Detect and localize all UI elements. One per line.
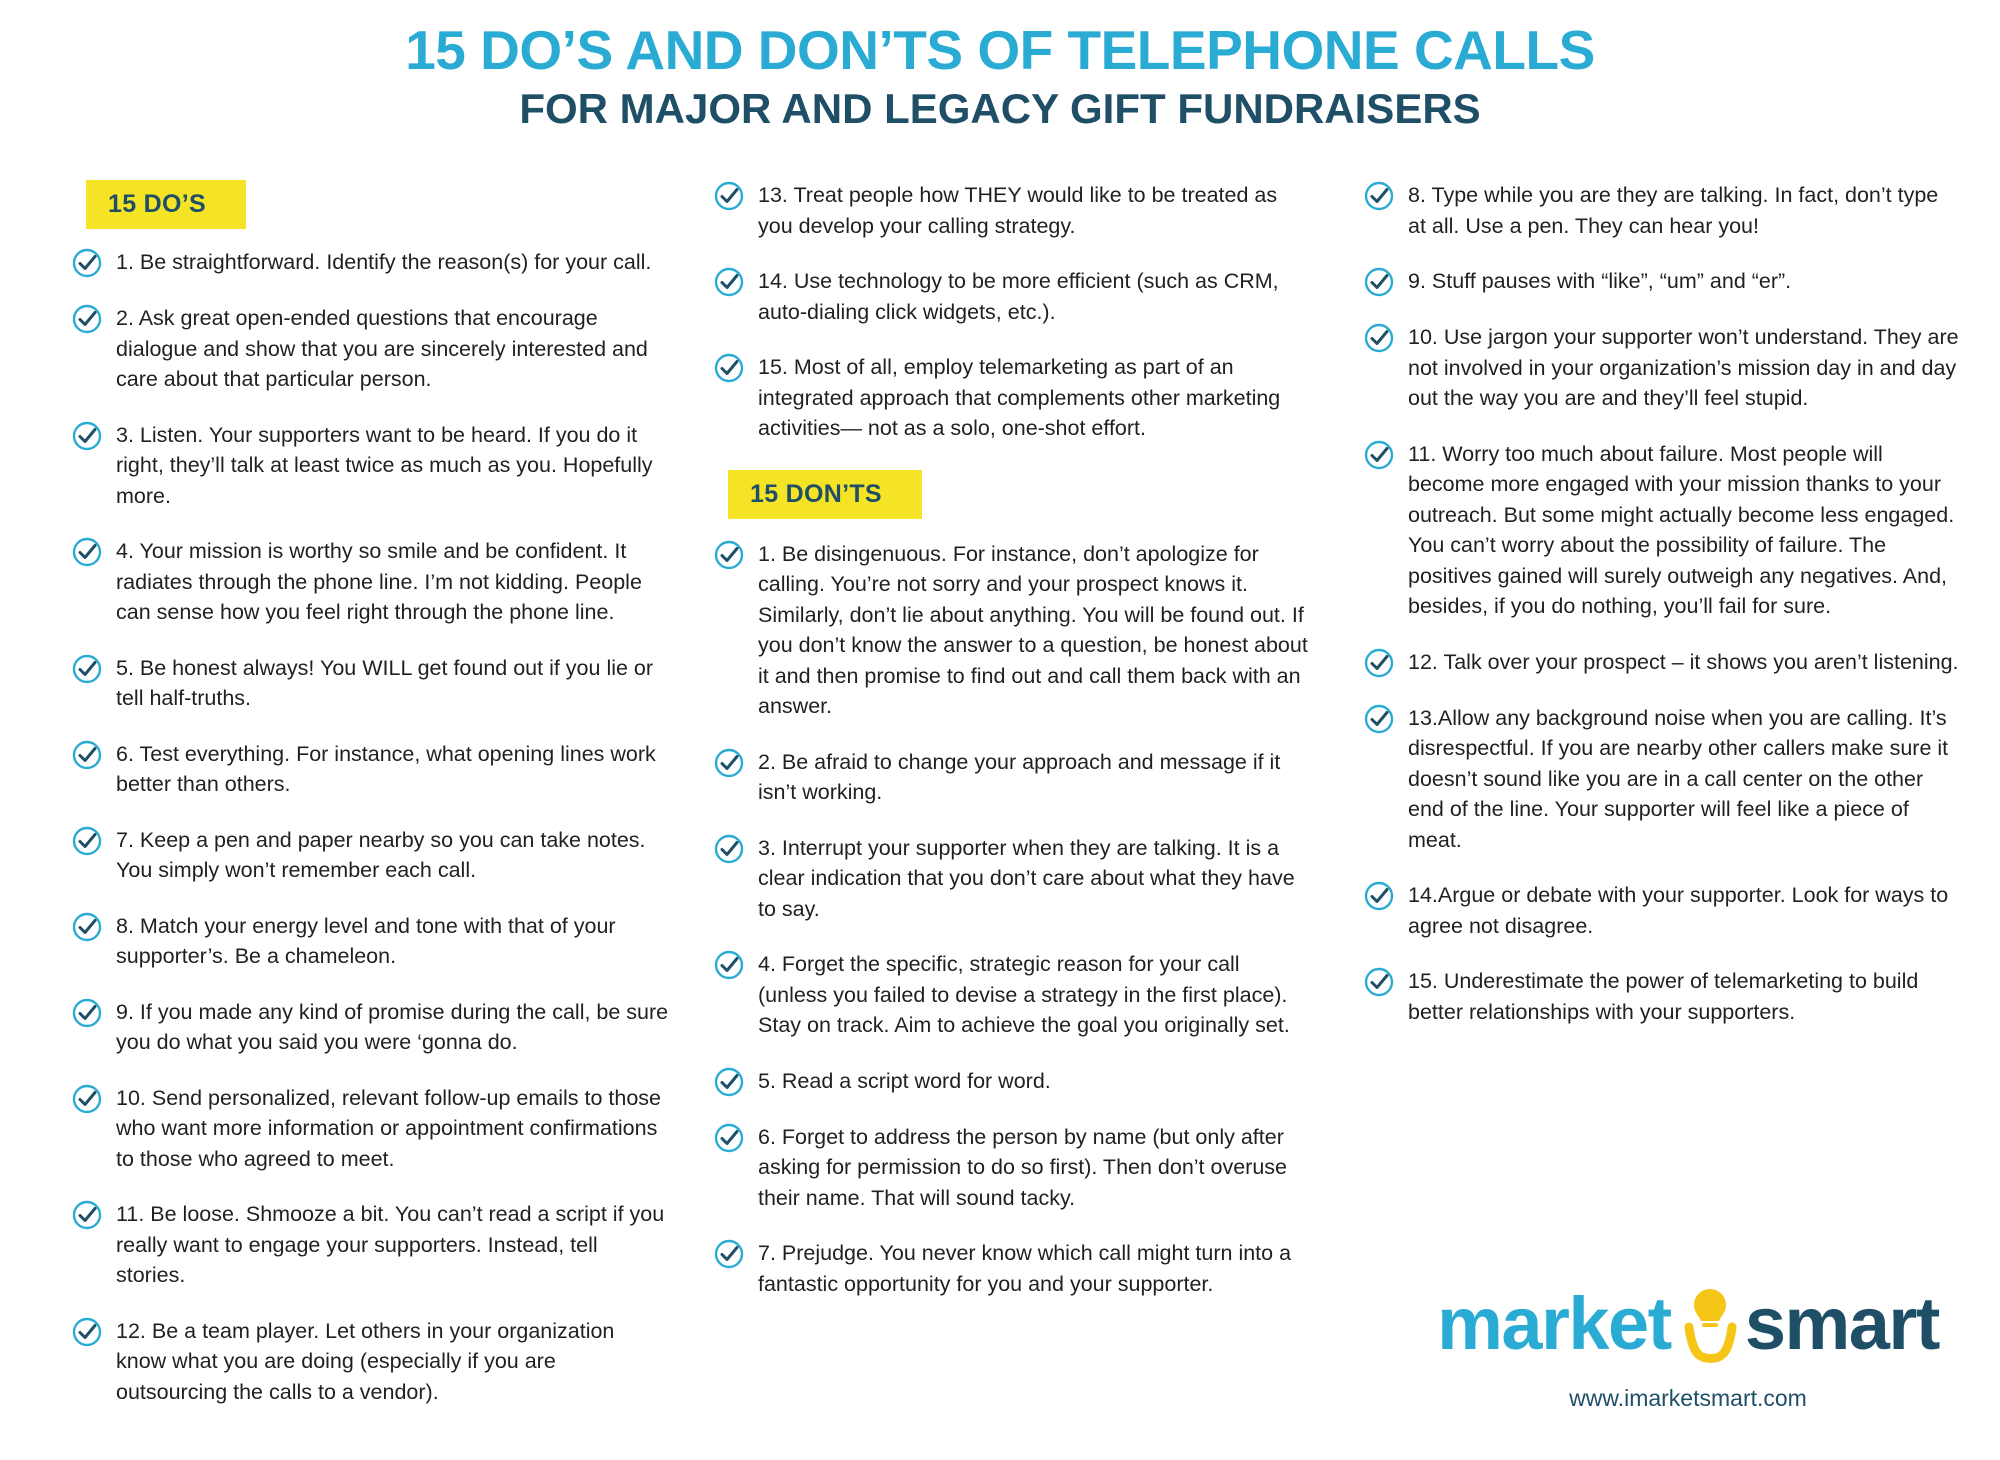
column-one (0, 180, 700, 1432)
check-circle-icon (714, 1123, 744, 1153)
list-item-text: 9. If you made any kind of promise during the call, be sure you do what you said you were ‘gonna do. (116, 999, 669, 1055)
list-item-text: 10. Send personalized, relevant follow-up emails to those who want more information or appointment confirmations to those who agreed to meet. (116, 1085, 661, 1171)
hand-bulb-icon (1677, 1285, 1743, 1363)
list-item-text: 14. Use technology to be more efficient (such as CRM, auto-dialing click widgets, etc.). (758, 269, 1279, 324)
list-item (1364, 647, 1960, 678)
list-item-text: 10. Use jargon your supporter won’t understand. They are not involved in your organization’s mission day in and day out the way you are and they’ll feel stupid. (1408, 325, 1959, 411)
list-item-text: 8. Type while you are they are talking. In fact, don’t type at all. Use a pen. They can hear you! (1408, 183, 1939, 238)
donts-list-part-one (714, 539, 1314, 1300)
check-circle-icon (1364, 967, 1394, 997)
list-item-text: 2. Ask great open-ended questions that encourage dialogue and show that you are sincerely interested and care about that particular person. (116, 306, 648, 392)
list-item (714, 1066, 1314, 1097)
list-item-text: 12. Talk over your prospect – it shows you aren’t listening. (1408, 649, 1959, 674)
list-item-text: 5. Read a script word for word. (758, 1068, 1051, 1093)
list-item (714, 180, 1314, 241)
check-circle-icon (72, 248, 102, 278)
check-circle-icon (1364, 704, 1394, 734)
list-item-text: 6. Forget to address the person by name (but only after asking for permission to do so first). Then don’t overuse their name. That will sound tacky. (758, 1124, 1287, 1210)
list-item (714, 539, 1314, 722)
list-item (72, 247, 670, 278)
list-item-text: 13. Treat people how THEY would like to be treated as you develop your calling strategy. (758, 183, 1278, 238)
list-item-text: 14.Argue or debate with your supporter. Look for ways to agree not disagree. (1408, 883, 1949, 938)
check-circle-icon (72, 537, 102, 567)
column-three (1340, 180, 2000, 1432)
list-item-text: 3. Interrupt your supporter when they are talking. It is a clear indication that you don’t care about what they have to say. (758, 835, 1295, 921)
list-item (1364, 266, 1960, 297)
check-circle-icon (1364, 181, 1394, 211)
list-item (72, 1199, 670, 1291)
check-circle-icon (714, 950, 744, 980)
donts-list-part-two (1364, 180, 1960, 1027)
list-item-text: 9. Stuff pauses with “like”, “um” and “er”. (1408, 269, 1792, 294)
list-item-text: 12. Be a team player. Let others in your organization know what you are doing (especially if you are outsourcing the calls to a vendor). (116, 1318, 615, 1404)
list-item-text: 8. Match your energy level and tone with that of your supporter’s. Be a chameleon. (116, 913, 616, 969)
list-item (1364, 966, 1960, 1027)
column-two (700, 180, 1340, 1432)
check-circle-icon (714, 540, 744, 570)
list-item-text: 11. Be loose. Shmooze a bit. You can’t read a script if you really want to engage your supporters. Instead, tell stories. (116, 1202, 665, 1288)
check-circle-icon (1364, 648, 1394, 678)
check-circle-icon (1364, 323, 1394, 353)
list-item (72, 536, 670, 628)
donts-banner-wrap (728, 470, 1314, 537)
list-item-text: 1. Be straightforward. Identify the reason(s) for your call. (116, 250, 652, 274)
dos-banner-wrap (86, 180, 670, 247)
check-circle-icon (714, 1067, 744, 1097)
list-item (72, 911, 670, 972)
page-subtitle: FOR MAJOR AND LEGACY GIFT FUNDRAISERS (519, 84, 1481, 132)
list-item-text: 3. Listen. Your supporters want to be heard. If you do it right, they’ll talk at least twice as much as you. Hopefully more. (116, 422, 653, 508)
list-item-text: 4. Your mission is worthy so smile and be confident. It radiates through the phone line. I’m not kidding. People can sense how you feel right through the phone line. (116, 539, 642, 625)
logo-market-text: market (1437, 1282, 1671, 1365)
list-item-text: 7. Prejudge. You never know which call might turn into a fantastic opportunity for you and your supporter. (758, 1241, 1292, 1296)
list-item-text: 1. Be disingenuous. For instance, don’t apologize for calling. You’re not sorry and your prospect knows it. Similarly, don’t lie about anything. You will be found out. If you don’t know the answer to a question, be honest about it and then promise to find out and call them back with an answer. (758, 541, 1308, 719)
check-circle-icon (1364, 440, 1394, 470)
check-circle-icon (714, 353, 744, 383)
check-circle-icon (714, 181, 744, 211)
section-banner-dos: 15 DO’S (86, 180, 246, 229)
logo-smart-text: smart (1744, 1282, 1939, 1365)
page-title: 15 DO’S AND DON’TS OF TELEPHONE CALLS (405, 19, 1595, 81)
check-circle-icon (1364, 881, 1394, 911)
check-circle-icon (72, 740, 102, 770)
list-item-text: 7. Keep a pen and paper nearby so you can take notes. You simply won’t remember each call. (116, 827, 646, 883)
page-header (0, 0, 2000, 132)
check-circle-icon (72, 1200, 102, 1230)
website-url[interactable]: www.imarketsmart.com (1569, 1385, 1807, 1411)
list-item (72, 825, 670, 886)
check-circle-icon (72, 1084, 102, 1114)
list-item (72, 1316, 670, 1408)
list-item-text: 15. Most of all, employ telemarketing as part of an integrated approach that complements other marketing activities— not as a solo, one-shot effort. (758, 355, 1281, 441)
list-item-text: 15. Underestimate the power of telemarketing to build better relationships with your supporters. (1408, 969, 1919, 1024)
list-item (1364, 880, 1960, 941)
list-item (72, 739, 670, 800)
list-item-text: 5. Be honest always! You WILL get found out if you lie or tell half-truths. (116, 655, 654, 711)
list-item-text: 2. Be afraid to change your approach and message if it isn’t working. (758, 749, 1281, 805)
footer (1428, 1282, 1948, 1412)
list-item-text: 6. Test everything. For instance, what opening lines work better than others. (116, 741, 656, 797)
check-circle-icon (72, 654, 102, 684)
list-item (714, 352, 1314, 444)
list-item (72, 653, 670, 714)
list-item (714, 747, 1314, 808)
list-item (714, 1238, 1314, 1299)
check-circle-icon (72, 1317, 102, 1347)
list-item (72, 420, 670, 512)
list-item (714, 1122, 1314, 1214)
check-circle-icon (72, 912, 102, 942)
check-circle-icon (72, 998, 102, 1028)
dos-list-part-two (714, 180, 1314, 444)
list-item-text: 13.Allow any background noise when you are calling. It’s disrespectful. If you are nearby other callers make sure it doesn’t sound like you are in a call center on the other end of the line. Your supporter will feel like a piece of meat. (1408, 705, 1949, 852)
section-banner-donts: 15 DON’TS (728, 470, 922, 519)
list-item (1364, 180, 1960, 241)
list-item (714, 833, 1314, 925)
list-item-text: 4. Forget the specific, strategic reason for your call (unless you failed to devise a strategy in the first place). Stay on track. Aim to achieve the goal you originally set. (758, 952, 1290, 1038)
check-circle-icon (714, 748, 744, 778)
list-item (1364, 322, 1960, 414)
list-item (1364, 439, 1960, 622)
check-circle-icon (714, 1239, 744, 1269)
list-item (714, 949, 1314, 1041)
list-item (72, 303, 670, 395)
check-circle-icon (1364, 267, 1394, 297)
list-item (72, 997, 670, 1058)
content-columns (0, 180, 2000, 1432)
list-item-text: 11. Worry too much about failure. Most people will become more engaged with your mission thanks to your outreach. But some might actually become less engaged. You can’t worry about the possibility of failure. The positives gained will surely outweigh any negatives. And, besides, if you do nothing, you’ll fail for sure. (1408, 441, 1955, 619)
check-circle-icon (72, 421, 102, 451)
dos-list-part-one (72, 247, 670, 1407)
list-item (1364, 703, 1960, 856)
check-circle-icon (714, 267, 744, 297)
list-item (714, 266, 1314, 327)
brand-logo (1428, 1282, 1948, 1365)
list-item (72, 1083, 670, 1175)
check-circle-icon (714, 834, 744, 864)
check-circle-icon (72, 304, 102, 334)
check-circle-icon (72, 826, 102, 856)
